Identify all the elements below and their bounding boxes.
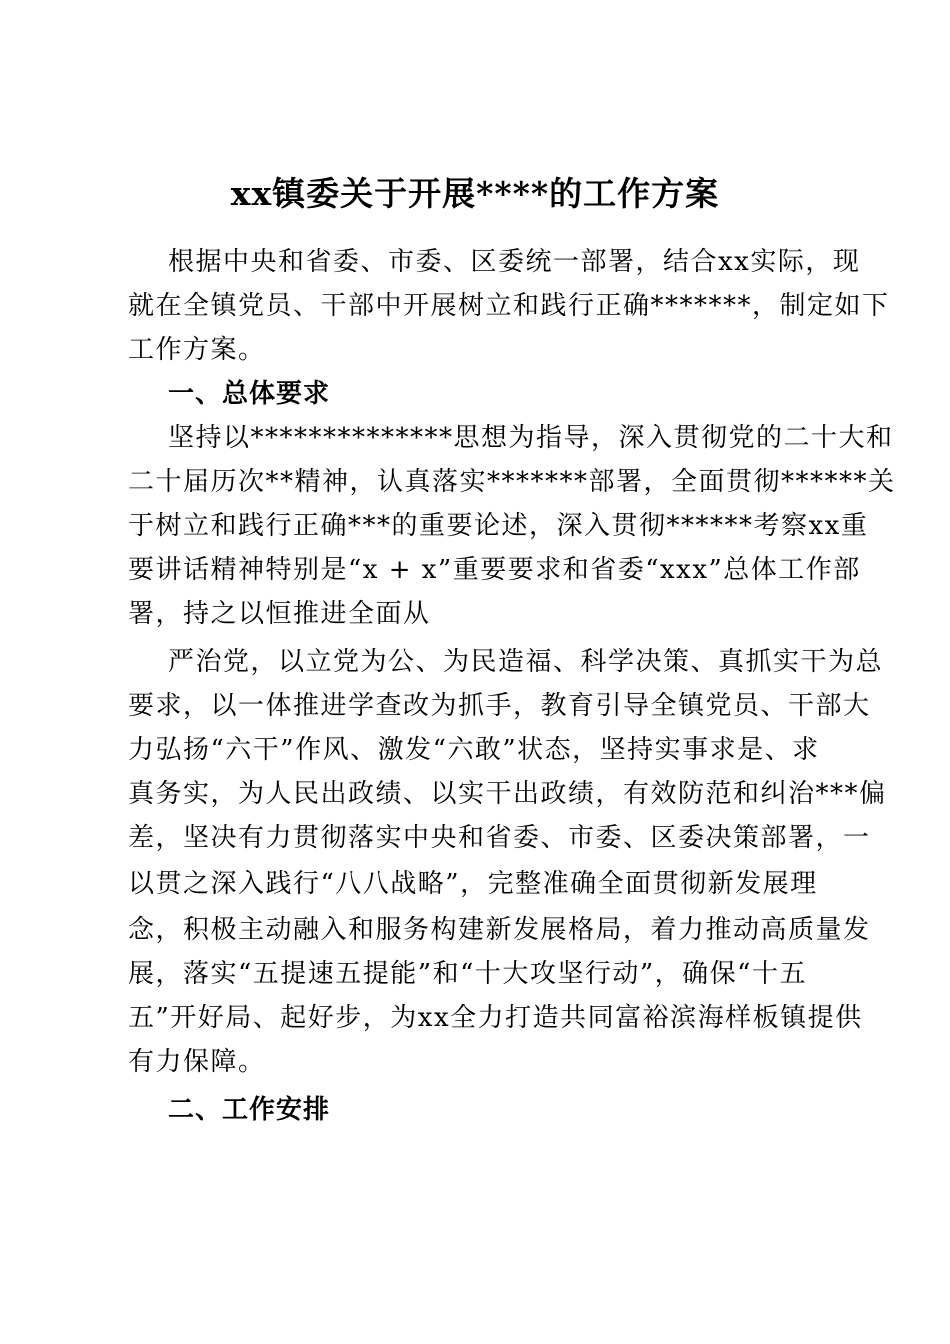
paragraph-line: 坚持以**************思想为指导，深入贯彻党的二十大和 (168, 423, 894, 453)
paragraph-line: 力弘扬“六干”作风、激发“六敢”状态，坚持实事求是、求 (128, 735, 820, 765)
document-title: xx镇委关于开展****的工作方案 (230, 174, 720, 213)
paragraph-line: 署，持之以恒推进全面从 (128, 599, 431, 629)
paragraph-line: 根据中央和省委、市委、区委统一部署，结合xx实际，现 (168, 247, 861, 277)
paragraph-line: 二十届历次**精神，认真落实*******部署，全面贯彻******关 (128, 467, 896, 497)
paragraph-line: 真务实，为人民出政绩、以实干出政绩，有效防范和纠治***偏 (128, 779, 887, 809)
paragraph-line: 差，坚决有力贯彻落实中央和省委、市委、区委决策部署，一 (128, 823, 871, 853)
paragraph-line: 严治党，以立党为公、为民造福、科学决策、真抓实干为总 (168, 647, 884, 677)
paragraph-line: 工作方案。 (128, 335, 266, 365)
paragraph-line: 五”开好局、起好步，为xx全力打造共同富裕滨海样板镇提供 (128, 1003, 863, 1033)
section-heading: 一、总体要求 (168, 379, 331, 409)
section-heading: 二、工作安排 (168, 1095, 331, 1125)
paragraph-line: 要讲话精神特别是“x + x”重要要求和省委“xxx”总体工作部 (128, 555, 861, 585)
paragraph-line: 有力保障。 (128, 1047, 266, 1077)
paragraph-line: 念，积极主动融入和服务构建新发展格局，着力推动高质量发 (128, 915, 871, 945)
paragraph-line: 要求，以一体推进学查改为抓手，教育引导全镇党员、干部大 (128, 691, 871, 721)
paragraph-line: 于树立和践行正确***的重要论述，深入贯彻******考察xx重 (128, 511, 869, 541)
paragraph-line: 以贯之深入践行“八八战略”，完整准确全面贯彻新发展理 (128, 869, 818, 899)
paragraph-line: 展，落实“五提速五提能”和“十大攻坚行动”，确保“十五 (128, 959, 807, 989)
paragraph-line: 就在全镇党员、干部中开展树立和践行正确*******，制定如下 (128, 291, 890, 321)
